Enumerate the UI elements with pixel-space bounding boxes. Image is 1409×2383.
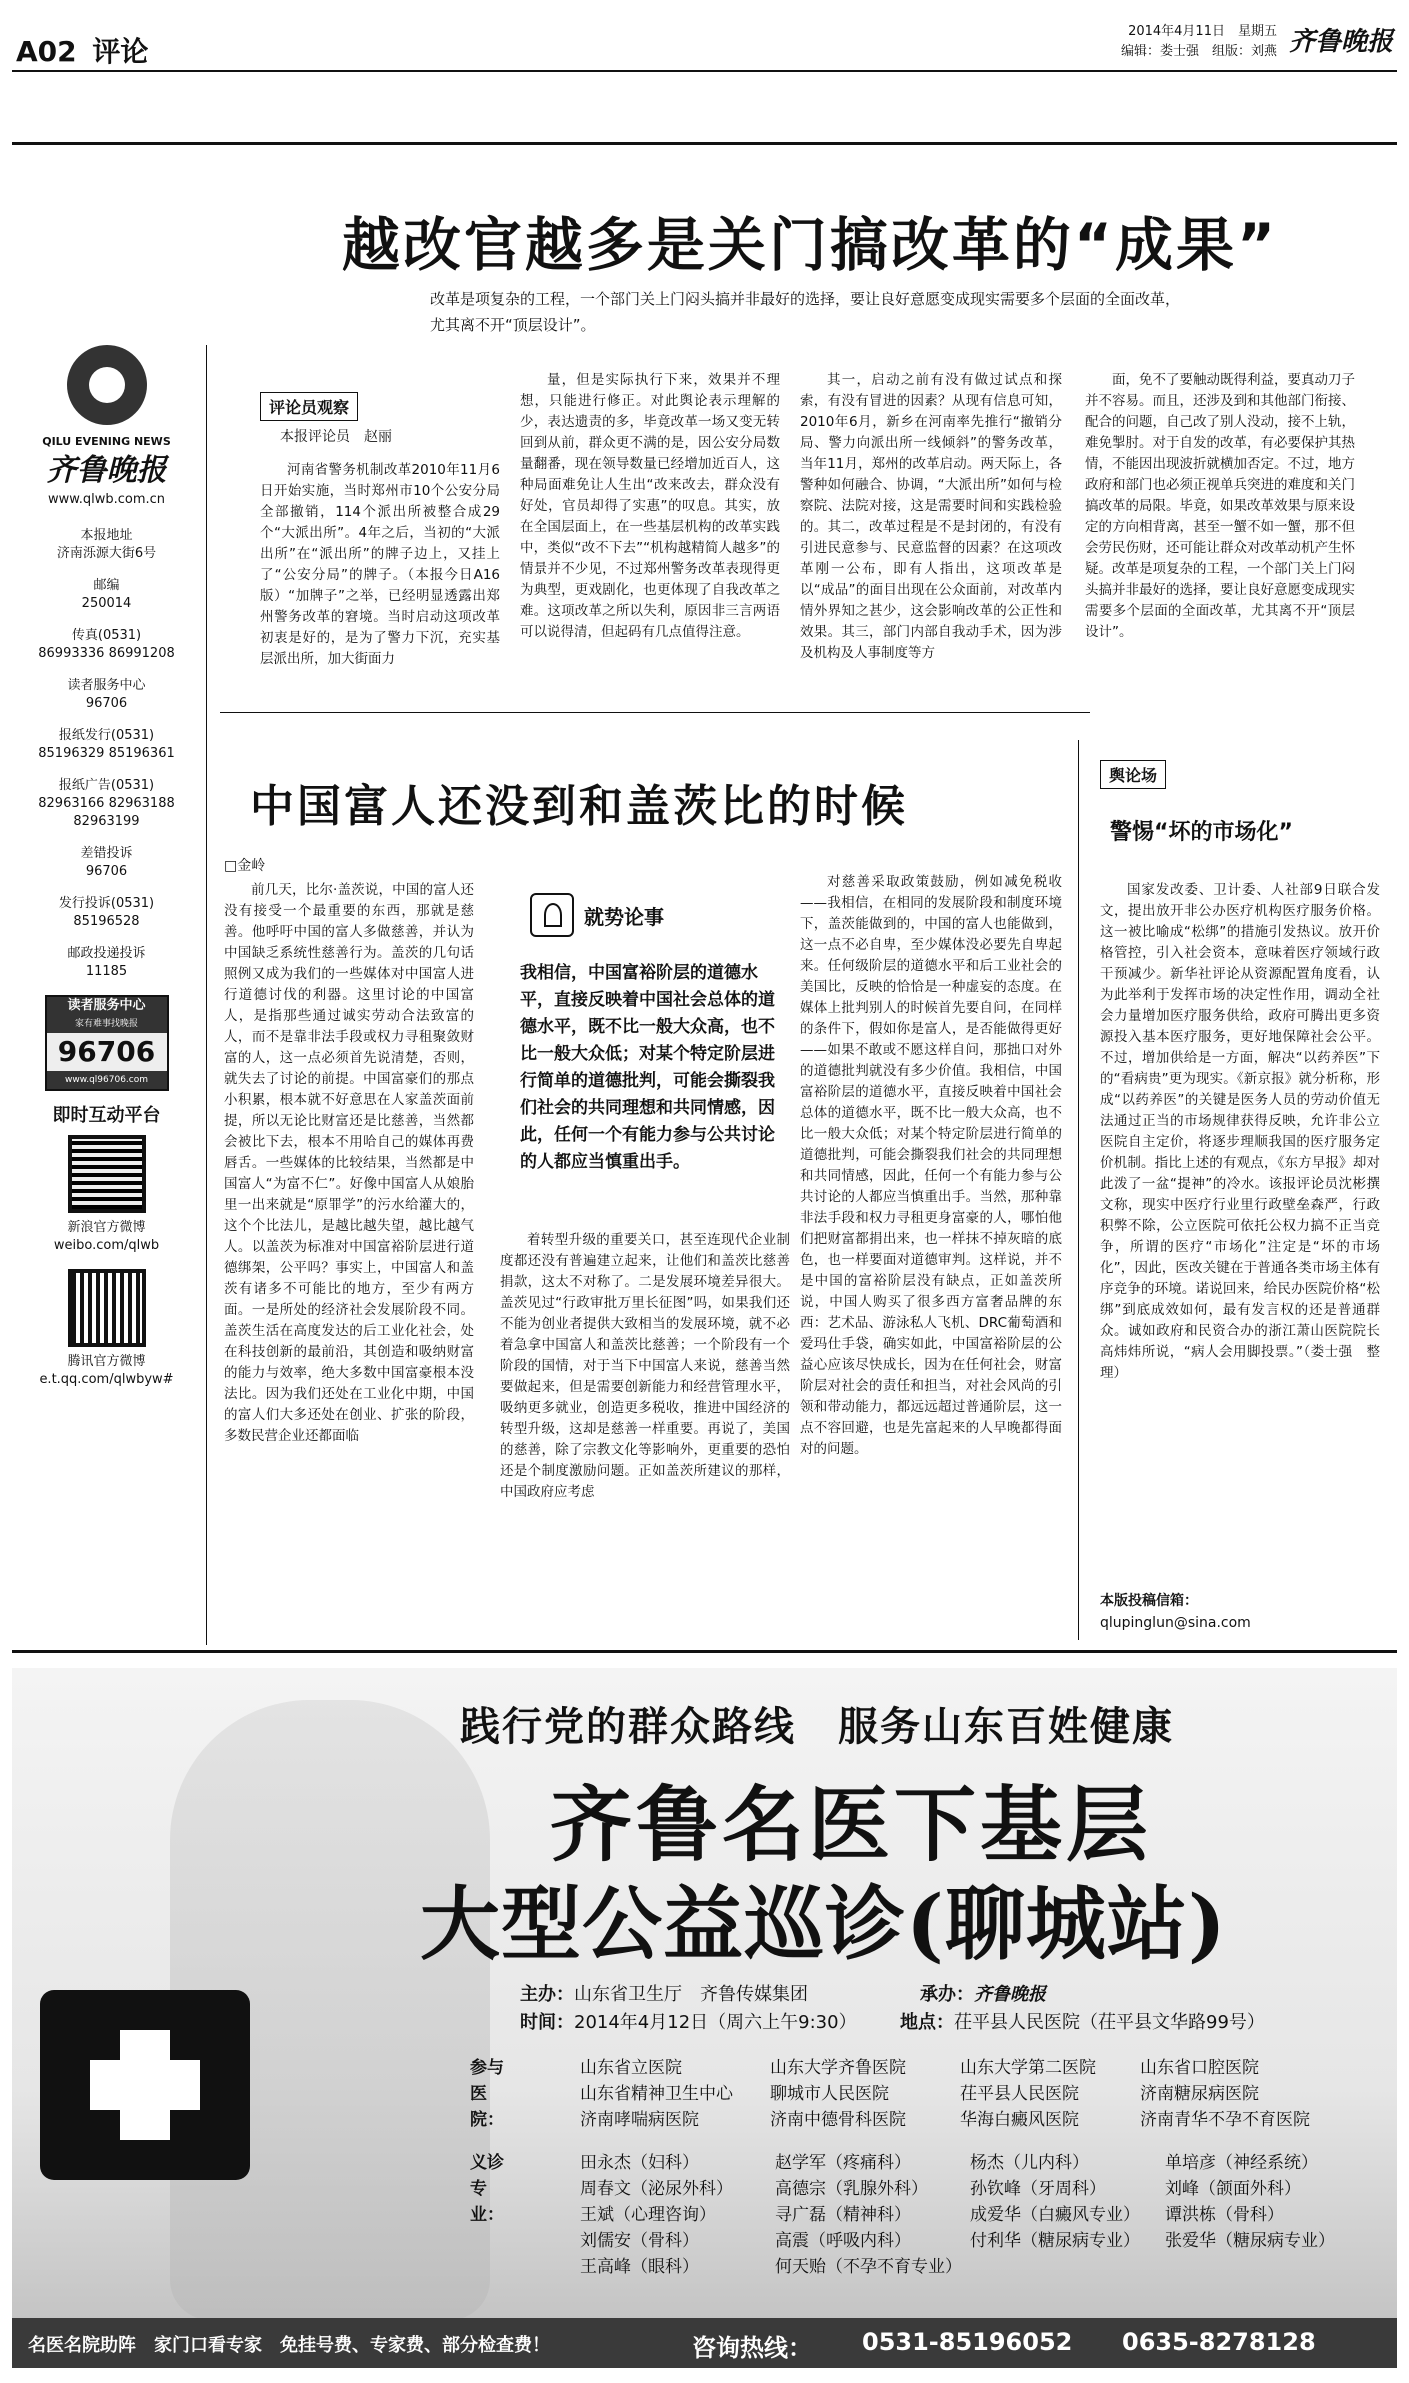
tencent-qr-icon[interactable] [68,1269,146,1347]
masthead-info [1121,22,1393,62]
weibo-label: 新浪官方微博 [67,1220,146,1235]
ad-place: 茌平县人民医院（茌平县文华路99号） [954,2012,1265,2033]
article3-label [1100,760,1166,789]
ad-organizer-label: 承办： [920,1984,974,2005]
article3-body-text: 国家发改委、卫计委、人社部9日联合发文，提出放开非公办医疗机构医疗服务价格。这一被比喻成“松绑”的措施引发热议。放开价格管控，引入社会资本，意味着医疗领域行政干预减少。新华社评论从资源配置角度看，认为此举利于发挥市场的决定性作用，调动全社会力量增加医疗服务供给，政府可腾出更多资源投入基本医疗服务，更好地保障社会公平。不过，增加供给是一方面，解决“以药养医”下的“看病贵”更为现实。《新京报》就分析称，形成“以药养医”的关键是医务人员的劳动价值无法通过正当的市场规律获得反映，允许非公立医院自主定价，将逐步理顺我国的医疗服务定价机制。指比上述的有观点，《东方早报》却对此泼了一盆“提神”的冷水。该报评论员沈彬撰文称，现实中医疗行业里行政壁垒森严，行政积弊不除，公立医院可依托公权力搞不正当竞争，所谓的医疗“市场化”注定是“坏的市场化”，因此，医改关键在于普通各类市场主体有序竞争的环境。诺说回来，给民办医院价格“松绑”到底成效如何，最有发言权的还是普通群众。诚如政府和民资合办的浙江萧山医院院长高炜炜所说，“病人会用脚投票。”（娄士强 整理） [1100,882,1380,1381]
chat-icon [530,893,574,937]
ad-organizer: 齐鲁晚报 [974,1984,1046,2005]
post-label: 邮编 [93,578,120,593]
article1-col1 [260,460,500,700]
postal-value: 11185 [85,964,128,979]
article1-col4 [1085,370,1355,700]
interactive-platform: 即时互动平台 [52,1105,161,1126]
submission-label: 本版投稿信箱： [1100,1593,1198,1609]
issue-date: 2014年4月11日 星期五 [1128,24,1277,39]
header-rule [12,70,1397,72]
hospital-row [580,2107,1400,2133]
ad-time: 2014年4月12日（周六上午9:30） [574,2012,857,2033]
doctor: 付利华（糖尿病专业） [970,2231,1140,2251]
service-badge [45,995,169,1091]
ad-title-1: 齐鲁名医下基层 [550,1777,1153,1873]
hospital: 济南糖尿病医院 [1140,2084,1259,2104]
complaint-label: 差错投诉 [80,846,133,861]
ad-doctors-label: 义诊专业： [470,2153,504,2225]
article2-headline: 中国富人还没到和盖茨比的时候 [250,781,908,832]
article1-byline: 本报评论员 赵丽 [280,429,392,445]
ad-time-row [520,2010,857,2036]
article3-label-text: 舆论场 [1100,760,1166,789]
doctor: 高震（呼吸内科） [775,2231,911,2251]
sidebar-divider [206,345,207,1645]
tencent-label: 腾讯官方微博 [67,1354,146,1369]
right-column-divider [1078,740,1079,1640]
doctor: 王高峰（眼科） [580,2257,699,2277]
logo-icon [67,345,147,425]
editor-credits: 编辑：娄士强 组版：刘燕 [1120,44,1277,59]
article1-label-text: 评论员观察 [260,392,358,421]
hospital: 华海白癜风医院 [960,2110,1079,2130]
article1-col2-text: 量，但是实际执行下来，效果并不理想，只能进行修正。对此舆论表示理解的少，表达遗责的多，毕竟改革一场又变无转回到从前，群众更不满的是，因公安分局数量翻番，现在领导数量已经增加近百人，这种局面难免让人生出“改来改去，群众没有好处，官员却得了实惠”的叹息。其实，放在全国层面上，在一些基层机构的改革实践中，类似“改不下去”“机构越精简人越多”的情景并不少见，不过郑州警务改革表现得更为典型，更戏剧化，也更体现了自我改革之难。这项改革之所以失利，原因非三言两语可以说得清，但起码有几点值得注意。 [520,372,780,640]
article1-col1-text: 河南省警务机制改革2010年11月6日开始实施，当时郑州市10个公安分局全部撤销，114个派出所被整合成29个“大派出所”。4年之后，当初的“大派出所”在“派出所”的牌子边上，又挂上了“公安分局”的牌子。（本报今日A16版）“加牌子”之举，已经明显透露出郑州警务改革的窘境。当时启动这项改革初衷是好的，是为了警力下沉，充实基层派出所，加大街面力 [260,462,500,667]
ad-hotline-label: 咨询热线： [692,2334,812,2362]
hospital: 山东省口腔医院 [1140,2058,1259,2078]
weibo-qr-icon[interactable] [68,1135,146,1213]
article2-byline: □金岭 [224,858,266,874]
dist-complaint-value: 85196528 [73,914,140,929]
article1-label [260,392,358,421]
hospital: 山东大学第二医院 [960,2058,1096,2078]
ad-slogan: 践行党的群众路线 服务山东百姓健康 [460,1704,1174,1750]
hospital: 聊城市人民医院 [770,2084,889,2104]
doctor: 刘儒安（骨科） [580,2231,699,2251]
hospital: 济南哮喘病医院 [580,2110,699,2130]
hospital: 山东大学齐鲁医院 [770,2058,906,2078]
doctor: 成爱华（白癜风专业） [970,2205,1140,2225]
article2-col3 [800,872,1062,1620]
article1-col2 [520,370,780,700]
page-section-header [16,30,148,70]
hospital-row [580,2081,1400,2107]
doctor: 谭洪栋（骨科） [1165,2205,1284,2225]
postal-label: 邮政投递投诉 [67,946,146,961]
logo-en: QILU EVENING NEWS [42,435,171,448]
ad-footer-left: 名医名院助阵 家门口看专家 免挂号费、专家费、部分检查费！ [28,2335,550,2356]
dist-complaint-label: 发行投诉(0531) [58,896,155,911]
doctor: 王斌（心理咨询） [580,2205,716,2225]
article2-callout: 我相信，中国富裕阶层的道德水平，直接反映着中国社会总体的道德水平，既不比一般大众高，也不比一般大众低；对某个特定阶层进行简单的道德批判，可能会撕裂我们社会的共同理想和共同情感，因此，任何一个有能力参与公共讨论的人都应当慎重出手。 [520,963,775,1172]
article1-headline: 越改官越多是关门搞改革的“成果” [341,211,1279,279]
section-name: 评论 [92,35,149,68]
ads-value-1: 82963166 82963188 [38,796,175,811]
ad-place-row [900,2010,1265,2036]
article3-footer [1100,1590,1251,1634]
doctor: 周春文（泌尿外科） [580,2179,733,2199]
logo-cn: 齐鲁晚报 [46,453,167,488]
doctor: 孙钦峰（牙周科） [970,2179,1106,2199]
hospital: 济南中德骨科医院 [770,2110,906,2130]
doctor: 寻广磊（精神科） [775,2205,911,2225]
ads-value-2: 82963199 [73,814,140,829]
fax-label: 传真(0531) [71,628,142,643]
dist-label: 报纸发行(0531) [58,728,155,743]
article3-body [1100,880,1380,1570]
doctor [970,2254,1165,2280]
doctor-row [580,2254,1400,2280]
doctor: 高德宗（乳腺外科） [775,2179,928,2199]
ads-label: 报纸广告(0531) [58,778,155,793]
hospital: 济南青华不孕不育医院 [1140,2110,1310,2130]
article1-bottom-rule [220,712,1090,713]
article1-col4-text: 面，免不了要触动既得利益，要真动刀子并不容易。而且，还涉及到和其他部门衔接、配合的问题，自己改了别人没动，接不上轨，难免掣肘。对于自发的改革，有必要保护其热情，不能因出现波折就横加否定。不过，地方政府和部门也必须正视单兵突进的难度和关门搞改革的局限。毕竟，如果改革效果与原来设定的方向相背离，甚至一蟹不如一蟹，那不但会劳民伤财，还可能让群众对改革动机产生怀疑。改革是项复杂的工程，一个部门关上门闷头搞并非最好的选择，要让良好意愿变成现实需要多个层面的全面改革，尤其离不开“顶层设计”。 [1085,372,1355,640]
ad-title-2: 大型公益巡诊(聊城站) [420,1877,1227,1971]
badge-number: 96706 [57,1035,156,1068]
doctor-row [580,2202,1400,2228]
article1-deck: 改革是项复杂的工程，一个部门关上门闷头搞并非最好的选择，要让良好意愿变成现实需要多个层面的全面改革，尤其离不开“顶层设计”。 [430,290,1181,334]
ad-phone-2: 0635-8278128 [1122,2328,1316,2356]
ad-place-label: 地点： [900,2012,954,2033]
brand-logo-text: 齐鲁晚报 [1288,27,1393,57]
reader-label: 读者服务中心 [67,678,146,693]
ad-host-label: 主办： [520,1984,574,2005]
ad-hospitals-label: 参与医院： [470,2058,504,2130]
article2-col3-text: 对慈善采取政策鼓励，例如减免税收——我相信，在相同的发展阶段和制度环境下，盖茨能做到的，中国的富人也能做到，这一点不必自卑，至少媒体没必要先自卑起来。任何级阶层的道德水平和后工业社会的美国比，反映的恰恰是一种虚妄的态度。在媒体上批判别人的时候首先要自问，在同样的条件下，假如你是富人，是否能做得更好——如果不敢或不愿这样自问，那拙口对外的道德批判就没有多少价值。我相信，中国富裕阶层的道德水平，直接反映着中国社会总体的道德水平，既不比一般大众高，也不比一般大众低；对某个特定阶层进行简单的道德批判，可能会撕裂我们社会的共同理想和共同情感，因此，任何一个有能力参与公共讨论的人都应当慎重出手。当然，那种靠非法手段和权力寻租更身富豪的人，哪怕他们把财富都捐出来，也一样抹不掉灰暗的底色，也一样要面对道德审判。这样说，并不是中国的富裕阶层没有缺点，正如盖茨所说，中国人购买了很多西方富奢品牌的东西：艺术品、游泳私人飞机、DRC葡萄酒和爱玛仕手袋，确实如此，中国富裕阶层的公益心应该尽快成长，因为在任何社会，财富阶层对社会的责任和担当，对社会风尚的引领和带动能力，都远远超过普通阶层，这一点不容回避，也是先富起来的人早晚都得面对的问题。 [800,874,1062,1457]
medical-kit-icon [40,1990,250,2180]
doctor-row [580,2176,1400,2202]
dist-value: 85196329 85196361 [38,746,175,761]
tencent-url[interactable]: e.t.qq.com/qlwbyw# [39,1372,174,1387]
ad-organizer-row [920,1982,1046,2008]
article1-col3-text: 其一，启动之前有没有做过试点和探索，有没有冒进的因素？从现有信息可知，2010年6月，新乡在河南率先推行“撤销分局、警力向派出所一线倾斜”的警务改革，当年11月，郑州的改革启动。两天际上，各警种如何融合、协调，“大派出所”如何与检察院、法院对接，这是需要时间和实践检验的。其二，改革过程是不是封闭的，有没有引进民意参与、民意监督的因素？在这项改革刚一公布，即有人指出，这项改革是以“成品”的面目出现在公众面前，对改革内情外界知之甚少，这会影响改革的公正性和效果。其三，部门内部自我动手术，因为涉及机构及人事制度等方 [800,372,1062,661]
doctor: 赵学军（疼痛科） [775,2153,911,2173]
ad-host-row [520,1982,808,2008]
badge-title: 读者服务中心 [47,997,167,1015]
doctor: 张爱华（糖尿病专业） [1165,2231,1335,2251]
badge-sub: 家有难事找晚报 [47,1015,167,1033]
ad-time-label: 时间： [520,2012,574,2033]
article2-col1 [224,880,474,1620]
page-code: A02 [16,35,77,68]
doctor: 单培彦（神经系统） [1165,2153,1318,2173]
post-value: 250014 [81,596,132,611]
address-value: 济南泺源大街6号 [56,546,157,561]
doctor-row [580,2150,1400,2176]
article2-label [530,890,780,940]
doctor-row [580,2228,1400,2254]
ad-top-rule [12,1650,1397,1653]
sidebar [14,345,199,1389]
article2-col2 [500,1230,790,1620]
top-rule [12,142,1397,145]
hospital-row [580,2055,1400,2081]
article2-label-text: 就势论事 [584,904,664,929]
weibo-url[interactable]: weibo.com/qlwb [53,1238,160,1253]
doctor: 田永杰（妇科） [580,2153,699,2173]
ad-host: 山东省卫生厅 齐鲁传媒集团 [574,1984,808,2005]
doctor [1165,2254,1365,2280]
badge-url: www.ql96706.com [47,1071,167,1089]
doctor: 何天贻（不孕不育专业） [775,2257,962,2277]
hospital: 茌平县人民医院 [960,2084,1079,2104]
article2-col2-text: 着转型升级的重要关口，甚至连现代企业制度都还没有普遍建立起来，让他们和盖茨比慈善捐款，这太不对称了。二是发展环境差异很大。盖茨见过“行政审批万里长征图”吗，如果我们还不能为创业者提供大致相当的发展环境，就不必着急拿中国富人和盖茨比慈善；一个阶段有一个阶段的国情，对于当下中国富人来说，慈善当然要做起来，但是需要创新能力和经营管理水平，吸纳更多就业，创造更多税收，推进中国经济的转型升级，这却是慈善一样重要。再说了，美国的慈善，除了宗教文化等影响外，更重要的恐怕还是个制度激励问题。正如盖茨所建议的那样，中国政府应考虑 [500,1232,790,1500]
article2-col1-text: 前几天，比尔·盖茨说，中国的富人还没有接受一个最重要的东西，那就是慈善。他呼吁中国的富人多做慈善，并认为中国缺乏系统性慈善行为。盖茨的几句话照例又成为我们的一些媒体对中国富人进行道德讨伐的利器。这里讨论的中国富人，是指那些通过诚实劳动合法致富的人，而不是靠非法手段或权力寻租聚敛财富的人，这一点必须首先说清楚，否则，就失去了讨论的前提。中国富豪们的那点小积累，根本就不好意思在人家盖茨面前提，所以无论比财富还是比慈善，当然都会被比下去，根本不用哈自己的媒体再费唇舌。一些媒体的比较结果，当然都是中国富人“为富不仁”。好像中国富人从娘胎里一出来就是“原罪学”的污水给灌大的，这个个比法儿，是越比越失望，越比越气人。以盖茨为标准对中国富裕阶层进行道德绑架，公平吗？事实上，中国富人和盖茨有诸多不可能比的地方，至少有两方面。一是所处的经济社会发展阶段不同。盖茨生活在高度发达的后工业化社会，处在科技创新的最前沿，其创造和吸纳财富的能力与效率，绝大多数中国富豪根本没法比。因为我们还处在工业化中期，中国的富人们大多还处在创业、扩张的阶段，多数民营企业还都面临 [224,882,474,1444]
submission-email[interactable]: qlupinglun@sina.com [1100,1615,1251,1631]
article3-headline: 警惕“坏的市场化” [1110,820,1293,845]
complaint-value: 96706 [85,864,128,879]
doctor: 杨杰（儿内科） [970,2153,1089,2173]
hospital: 山东省精神卫生中心 [580,2084,733,2104]
address-label: 本报地址 [80,528,133,543]
doctor: 刘峰（颌面外科） [1165,2179,1301,2199]
hospital: 山东省立医院 [580,2058,682,2078]
fax-value: 86993336 86991208 [38,646,175,661]
article1-col3 [800,370,1062,700]
ad-phone-1: 0531-85196052 [862,2328,1073,2356]
website-link[interactable]: www.qlwb.com.cn [48,492,165,507]
ad-footer-bar [12,2318,1397,2368]
reader-value: 96706 [85,696,128,711]
